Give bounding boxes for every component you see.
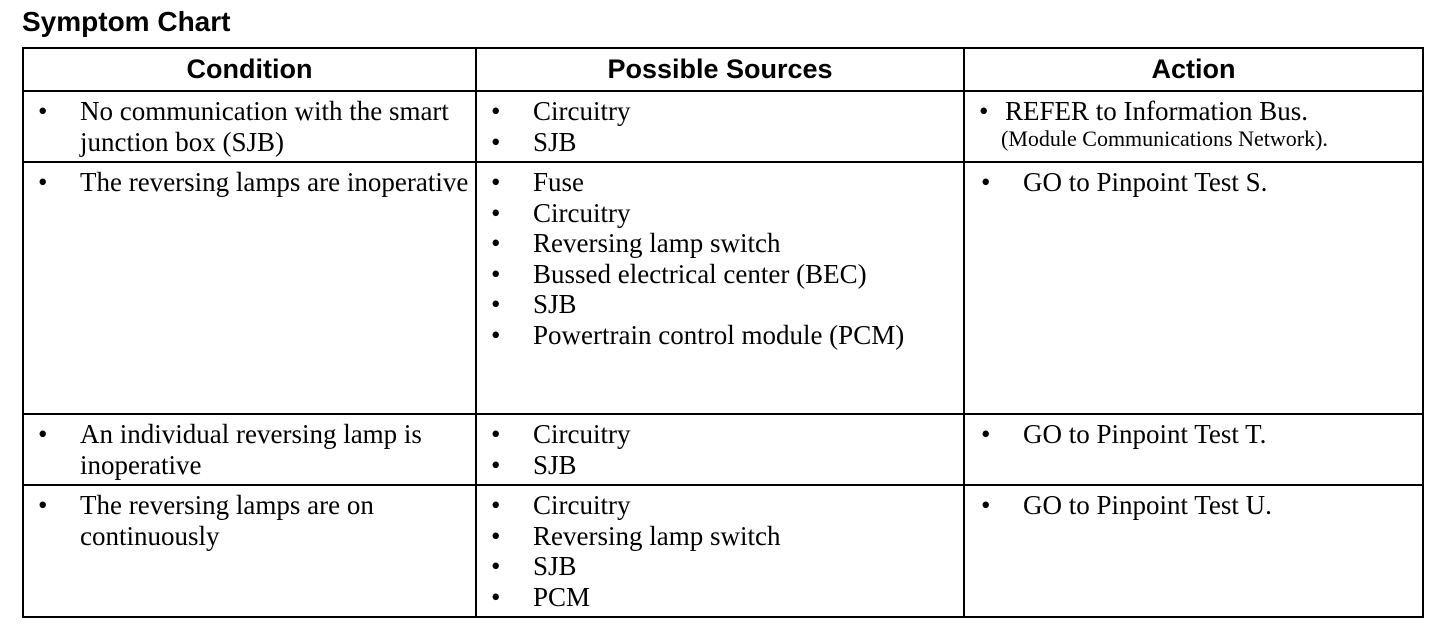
- action-cell: [964, 162, 1423, 414]
- condition-text: • No communication with the smart junction box (SJB): [24, 96, 475, 157]
- condition-text: • The reversing lamps are on continuously: [24, 490, 475, 551]
- action-cell: [964, 91, 1423, 162]
- condition-text: • The reversing lamps are inoperative: [24, 167, 475, 198]
- table-row: [23, 162, 1423, 414]
- action-subtext: (Module Communications Network).: [1001, 126, 1328, 151]
- source-item: • Reversing lamp switch: [477, 228, 963, 259]
- source-item: • Powertrain control module (PCM): [477, 320, 963, 351]
- source-item: • Circuitry: [477, 198, 963, 229]
- source-item: • SJB: [477, 127, 963, 158]
- source-item: • Circuitry: [477, 96, 963, 127]
- header-possible-sources: Possible Sources: [476, 48, 964, 91]
- source-item: • Fuse: [477, 167, 963, 198]
- symptom-chart-table: [22, 47, 1424, 618]
- header-condition: Condition: [23, 48, 476, 91]
- action-text: • GO to Pinpoint Test U.: [965, 490, 1422, 521]
- source-item: • Circuitry: [477, 490, 963, 521]
- header-row: [23, 48, 1423, 91]
- condition-cell: [23, 162, 476, 414]
- action-text: • GO to Pinpoint Test T.: [965, 419, 1422, 450]
- source-item: • SJB: [477, 450, 963, 481]
- header-action: Action: [964, 48, 1423, 91]
- sources-cell: [476, 91, 964, 162]
- source-item: • PCM: [477, 582, 963, 613]
- sources-cell: [476, 414, 964, 485]
- condition-cell: [23, 414, 476, 485]
- action-cell: [964, 414, 1423, 485]
- source-item: • Bussed electrical center (BEC): [477, 259, 963, 290]
- action-text: • GO to Pinpoint Test S.: [965, 167, 1422, 198]
- condition-cell: [23, 91, 476, 162]
- action-text: • REFER to Information Bus.: [965, 96, 1422, 126]
- table-row: [23, 414, 1423, 485]
- table-row: [23, 485, 1423, 617]
- sources-cell: [476, 485, 964, 617]
- page-title: Symptom Chart: [22, 6, 231, 37]
- table-row: [23, 91, 1423, 162]
- condition-cell: [23, 485, 476, 617]
- source-item: • Reversing lamp switch: [477, 521, 963, 552]
- sources-cell: [476, 162, 964, 414]
- action-cell: [964, 485, 1423, 617]
- source-item: • SJB: [477, 551, 963, 582]
- source-item: • SJB: [477, 289, 963, 320]
- source-item: • Circuitry: [477, 419, 963, 450]
- condition-text: • An individual reversing lamp is inoperative: [24, 419, 475, 480]
